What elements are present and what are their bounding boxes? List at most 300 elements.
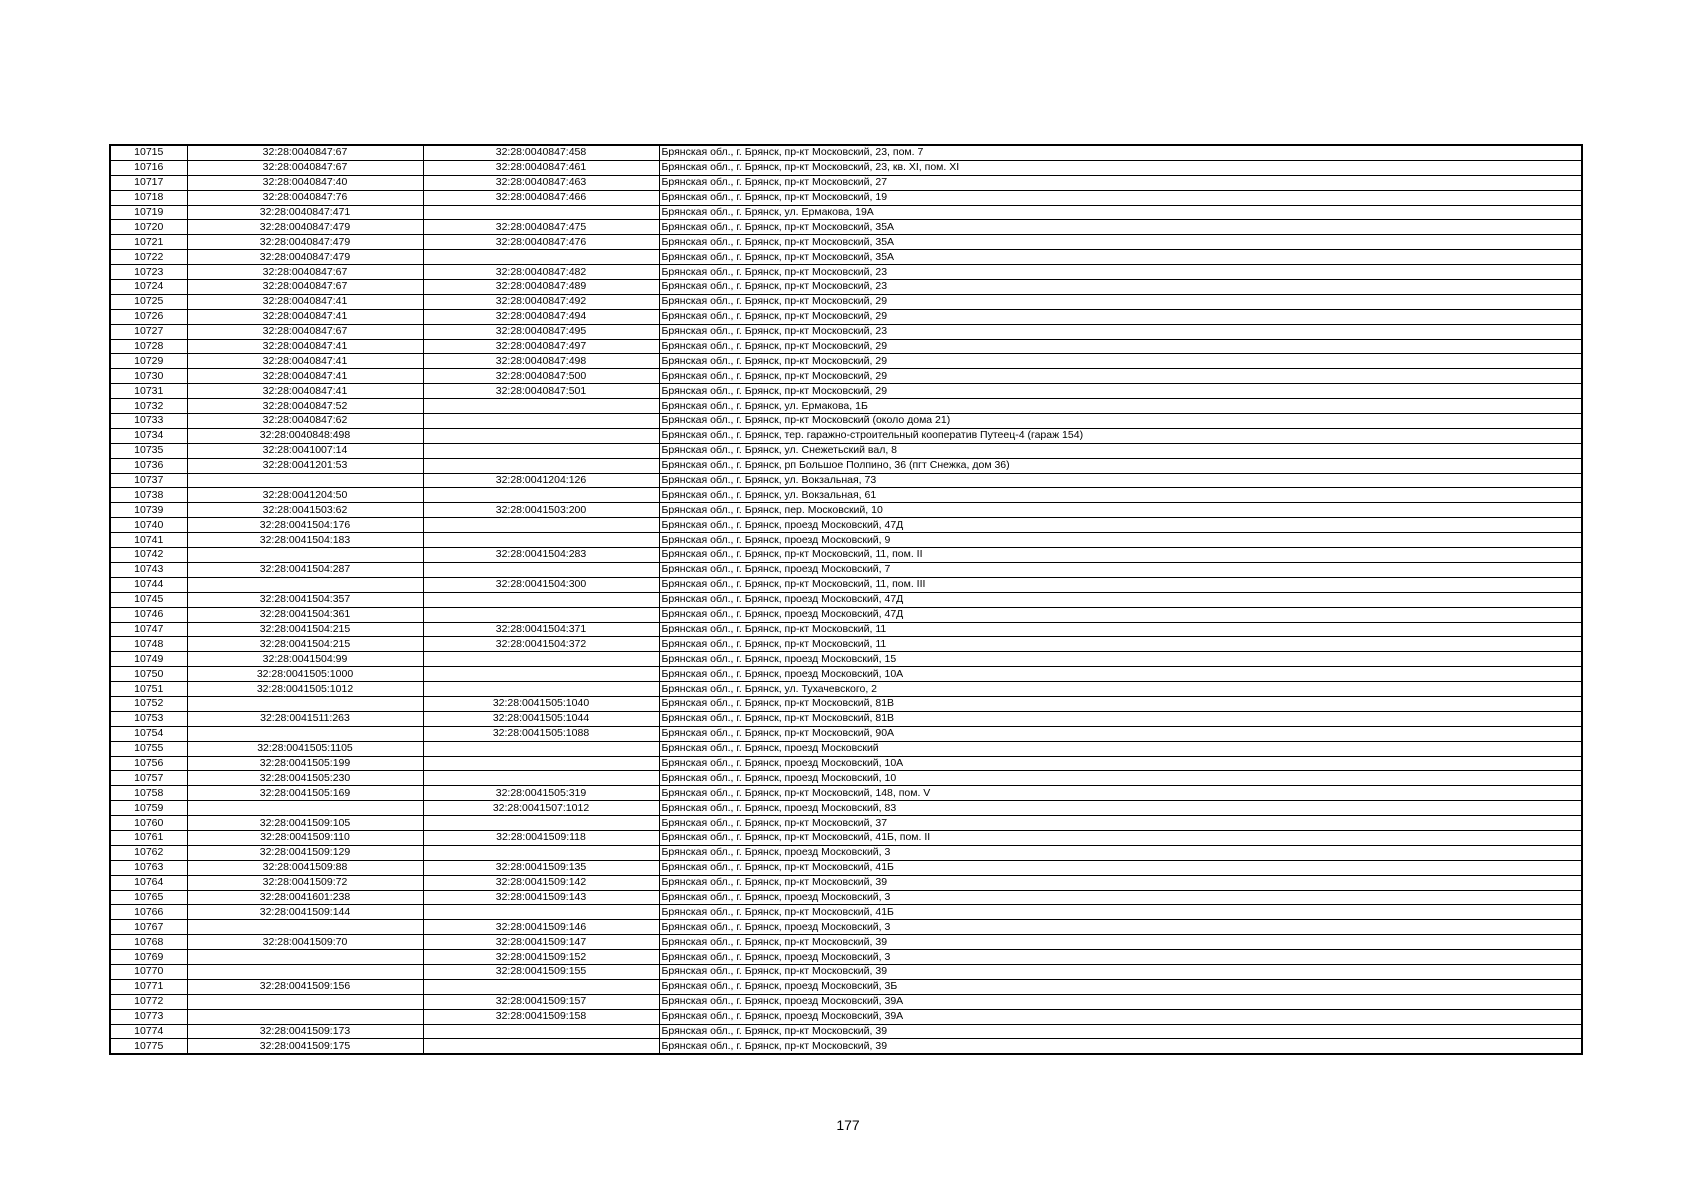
row-number-cell: 10761 [110,830,187,845]
table-row [110,265,1582,280]
row-number-cell: 10732 [110,399,187,414]
table-row [110,682,1582,697]
parent-cadastral-number-cell: 32:28:0041509:156 [187,979,423,994]
row-number-cell: 10771 [110,979,187,994]
cadastral-number-cell: 32:28:0040847:458 [423,145,659,160]
table-row [110,309,1582,324]
row-number-cell: 10743 [110,562,187,577]
row-number-cell: 10718 [110,190,187,205]
address-cell: Брянская обл., г. Брянск, пр-кт Московский, 29 [659,384,1582,399]
parent-cadastral-number-cell: 32:28:0041007:14 [187,443,423,458]
row-number-cell: 10742 [110,548,187,563]
address-cell: Брянская обл., г. Брянск, ул. Снежетьский вал, 8 [659,443,1582,458]
cadastral-number-cell: 32:28:0040847:482 [423,265,659,280]
table-row [110,428,1582,443]
address-cell: Брянская обл., г. Брянск, проезд Московский [659,741,1582,756]
row-number-cell: 10751 [110,682,187,697]
cadastral-number-cell [423,518,659,533]
cadastral-number-cell: 32:28:0041509:135 [423,860,659,875]
table-row [110,577,1582,592]
parent-cadastral-number-cell: 32:28:0041503:62 [187,503,423,518]
row-number-cell: 10768 [110,935,187,950]
cadastral-number-cell: 32:28:0041507:1012 [423,801,659,816]
table-row [110,443,1582,458]
address-cell: Брянская обл., г. Брянск, проезд Московский, 3 [659,845,1582,860]
address-cell: Брянская обл., г. Брянск, пр-кт Московский, 23 [659,280,1582,295]
cadastral-number-cell: 32:28:0041505:1044 [423,711,659,726]
address-cell: Брянская обл., г. Брянск, пр-кт Московский, 35А [659,220,1582,235]
address-cell: Брянская обл., г. Брянск, ул. Ермакова, 1Б [659,399,1582,414]
cadastral-number-cell: 32:28:0041504:372 [423,637,659,652]
row-number-cell: 10766 [110,905,187,920]
parent-cadastral-number-cell: 32:28:0040847:62 [187,414,423,429]
parent-cadastral-number-cell: 32:28:0041201:53 [187,458,423,473]
row-number-cell: 10769 [110,950,187,965]
table-row [110,771,1582,786]
table-row [110,830,1582,845]
table-row [110,741,1582,756]
table-row [110,979,1582,994]
row-number-cell: 10757 [110,771,187,786]
address-cell: Брянская обл., г. Брянск, пр-кт Московский (около дома 21) [659,414,1582,429]
row-number-cell: 10739 [110,503,187,518]
cadastral-number-cell [423,488,659,503]
row-number-cell: 10744 [110,577,187,592]
address-cell: Брянская обл., г. Брянск, пр-кт Московский, 35А [659,250,1582,265]
cadastral-number-cell: 32:28:0041504:371 [423,622,659,637]
table-row [110,860,1582,875]
table-row [110,473,1582,488]
parent-cadastral-number-cell: 32:28:0041504:357 [187,592,423,607]
address-cell: Брянская обл., г. Брянск, проезд Московский, 15 [659,652,1582,667]
parent-cadastral-number-cell: 32:28:0040847:67 [187,160,423,175]
row-number-cell: 10756 [110,756,187,771]
row-number-cell: 10754 [110,726,187,741]
parent-cadastral-number-cell: 32:28:0041509:72 [187,875,423,890]
parent-cadastral-number-cell: 32:28:0041504:176 [187,518,423,533]
cadastral-number-cell [423,845,659,860]
parent-cadastral-number-cell: 32:28:0040847:41 [187,294,423,309]
table-row [110,250,1582,265]
row-number-cell: 10737 [110,473,187,488]
cadastral-number-cell [423,771,659,786]
row-number-cell: 10747 [110,622,187,637]
table-row [110,667,1582,682]
row-number-cell: 10767 [110,920,187,935]
cadastral-number-cell: 32:28:0040847:498 [423,354,659,369]
cadastral-number-cell [423,979,659,994]
row-number-cell: 10753 [110,711,187,726]
table-row [110,235,1582,250]
parent-cadastral-number-cell: 32:28:0041504:215 [187,637,423,652]
address-cell: Брянская обл., г. Брянск, тер. гаражно-строительный кооператив Путеец-4 (гараж 154) [659,428,1582,443]
cadastral-number-cell [423,741,659,756]
row-number-cell: 10735 [110,443,187,458]
address-cell: Брянская обл., г. Брянск, проезд Московский, 3 [659,950,1582,965]
cadastral-number-cell: 32:28:0040847:461 [423,160,659,175]
parent-cadastral-number-cell: 32:28:0040847:41 [187,309,423,324]
cadastral-number-cell: 32:28:0041509:147 [423,935,659,950]
cadastral-table [109,144,1583,1055]
cadastral-number-cell [423,533,659,548]
parent-cadastral-number-cell: 32:28:0041511:263 [187,711,423,726]
row-number-cell: 10724 [110,280,187,295]
table-row [110,160,1582,175]
parent-cadastral-number-cell: 32:28:0041504:361 [187,607,423,622]
cadastral-number-cell [423,428,659,443]
parent-cadastral-number-cell: 32:28:0041504:287 [187,562,423,577]
table-row [110,384,1582,399]
table-row [110,950,1582,965]
address-cell: Брянская обл., г. Брянск, пр-кт Московский, 19 [659,190,1582,205]
address-cell: Брянская обл., г. Брянск, пр-кт Московский, 29 [659,309,1582,324]
row-number-cell: 10770 [110,964,187,979]
table-row [110,175,1582,190]
cadastral-number-cell: 32:28:0041509:142 [423,875,659,890]
row-number-cell: 10738 [110,488,187,503]
parent-cadastral-number-cell: 32:28:0041505:199 [187,756,423,771]
parent-cadastral-number-cell: 32:28:0040847:76 [187,190,423,205]
cadastral-number-cell [423,1039,659,1054]
cadastral-number-cell: 32:28:0040847:494 [423,309,659,324]
cadastral-number-cell [423,443,659,458]
cadastral-number-cell: 32:28:0040847:466 [423,190,659,205]
table-row [110,607,1582,622]
row-number-cell: 10759 [110,801,187,816]
address-cell: Брянская обл., г. Брянск, ул. Вокзальная, 73 [659,473,1582,488]
row-number-cell: 10775 [110,1039,187,1054]
parent-cadastral-number-cell [187,473,423,488]
address-cell: Брянская обл., г. Брянск, проезд Московский, 10А [659,756,1582,771]
cadastral-number-cell: 32:28:0040847:492 [423,294,659,309]
table-row [110,890,1582,905]
row-number-cell: 10760 [110,816,187,831]
table-row [110,994,1582,1009]
parent-cadastral-number-cell: 32:28:0041204:50 [187,488,423,503]
table-row [110,756,1582,771]
cadastral-number-cell [423,399,659,414]
parent-cadastral-number-cell: 32:28:0041509:105 [187,816,423,831]
address-cell: Брянская обл., г. Брянск, проезд Московский, 47Д [659,518,1582,533]
parent-cadastral-number-cell: 32:28:0040847:41 [187,384,423,399]
parent-cadastral-number-cell: 32:28:0041509:175 [187,1039,423,1054]
cadastral-number-cell: 32:28:0040847:497 [423,339,659,354]
address-cell: Брянская обл., г. Брянск, пр-кт Московский, 11, пом. III [659,577,1582,592]
row-number-cell: 10722 [110,250,187,265]
row-number-cell: 10731 [110,384,187,399]
table-row [110,533,1582,548]
parent-cadastral-number-cell: 32:28:0040848:498 [187,428,423,443]
table-row [110,562,1582,577]
address-cell: Брянская обл., г. Брянск, пр-кт Московский, 11 [659,637,1582,652]
cadastral-number-cell [423,458,659,473]
parent-cadastral-number-cell [187,950,423,965]
cadastral-number-cell [423,682,659,697]
parent-cadastral-number-cell: 32:28:0041505:1012 [187,682,423,697]
parent-cadastral-number-cell: 32:28:0041505:1105 [187,741,423,756]
parent-cadastral-number-cell [187,548,423,563]
parent-cadastral-number-cell: 32:28:0040847:41 [187,369,423,384]
row-number-cell: 10721 [110,235,187,250]
cadastral-number-cell: 32:28:0041509:118 [423,830,659,845]
parent-cadastral-number-cell: 32:28:0040847:52 [187,399,423,414]
cadastral-number-cell [423,1024,659,1039]
table-row [110,592,1582,607]
table-row [110,622,1582,637]
row-number-cell: 10758 [110,786,187,801]
row-number-cell: 10772 [110,994,187,1009]
row-number-cell: 10725 [110,294,187,309]
address-cell: Брянская обл., г. Брянск, ул. Ермакова, 19А [659,205,1582,220]
parent-cadastral-number-cell [187,726,423,741]
table-row [110,145,1582,160]
table-row [110,414,1582,429]
parent-cadastral-number-cell: 32:28:0040847:41 [187,354,423,369]
row-number-cell: 10720 [110,220,187,235]
row-number-cell: 10773 [110,1009,187,1024]
table-row [110,801,1582,816]
table-row [110,905,1582,920]
cadastral-number-cell: 32:28:0040847:476 [423,235,659,250]
cadastral-number-cell [423,652,659,667]
parent-cadastral-number-cell: 32:28:0041504:183 [187,533,423,548]
cadastral-number-cell [423,592,659,607]
parent-cadastral-number-cell: 32:28:0041505:230 [187,771,423,786]
table-row [110,696,1582,711]
cadastral-number-cell: 32:28:0040847:489 [423,280,659,295]
table-row [110,488,1582,503]
address-cell: Брянская обл., г. Брянск, проезд Московский, 10А [659,667,1582,682]
table-row [110,324,1582,339]
address-cell: Брянская обл., г. Брянск, пр-кт Московский, 41Б [659,860,1582,875]
page-number: 177 [836,1117,860,1133]
cadastral-number-cell [423,905,659,920]
table-row [110,637,1582,652]
parent-cadastral-number-cell [187,577,423,592]
address-cell: Брянская обл., г. Брянск, пр-кт Московский, 81В [659,696,1582,711]
address-cell: Брянская обл., г. Брянск, пр-кт Московский, 27 [659,175,1582,190]
address-cell: Брянская обл., г. Брянск, пр-кт Московский, 41Б, пом. II [659,830,1582,845]
parent-cadastral-number-cell: 32:28:0040847:67 [187,265,423,280]
address-cell: Брянская обл., г. Брянск, проезд Московский, 39А [659,1009,1582,1024]
table-row [110,920,1582,935]
parent-cadastral-number-cell: 32:28:0040847:479 [187,250,423,265]
parent-cadastral-number-cell: 32:28:0041509:88 [187,860,423,875]
row-number-cell: 10727 [110,324,187,339]
row-number-cell: 10723 [110,265,187,280]
table-row [110,548,1582,563]
cadastral-number-cell: 32:28:0040847:500 [423,369,659,384]
table-row [110,1039,1582,1054]
parent-cadastral-number-cell: 32:28:0040847:41 [187,339,423,354]
parent-cadastral-number-cell: 32:28:0040847:67 [187,324,423,339]
table-row [110,518,1582,533]
address-cell: Брянская обл., г. Брянск, проезд Московский, 83 [659,801,1582,816]
row-number-cell: 10729 [110,354,187,369]
row-number-cell: 10733 [110,414,187,429]
address-cell: Брянская обл., г. Брянск, проезд Московский, 7 [659,562,1582,577]
address-cell: Брянская обл., г. Брянск, пр-кт Московский, 11 [659,622,1582,637]
cadastral-number-cell: 32:28:0041509:155 [423,964,659,979]
parent-cadastral-number-cell: 32:28:0040847:479 [187,220,423,235]
cadastral-number-cell: 32:28:0041509:152 [423,950,659,965]
row-number-cell: 10752 [110,696,187,711]
parent-cadastral-number-cell: 32:28:0041505:169 [187,786,423,801]
table-row [110,935,1582,950]
parent-cadastral-number-cell: 32:28:0041505:1000 [187,667,423,682]
row-number-cell: 10746 [110,607,187,622]
cadastral-number-cell [423,756,659,771]
cadastral-number-cell: 32:28:0040847:501 [423,384,659,399]
cadastral-number-cell: 32:28:0041509:158 [423,1009,659,1024]
parent-cadastral-number-cell: 32:28:0040847:471 [187,205,423,220]
row-number-cell: 10748 [110,637,187,652]
parent-cadastral-number-cell [187,920,423,935]
table-row [110,280,1582,295]
address-cell: Брянская обл., г. Брянск, пр-кт Московский, 37 [659,816,1582,831]
table-row [110,458,1582,473]
row-number-cell: 10734 [110,428,187,443]
row-number-cell: 10717 [110,175,187,190]
table-row [110,205,1582,220]
table-row [110,786,1582,801]
address-cell: Брянская обл., г. Брянск, пр-кт Московский, 35А [659,235,1582,250]
address-cell: Брянская обл., г. Брянск, пр-кт Московский, 29 [659,354,1582,369]
parent-cadastral-number-cell: 32:28:0040847:67 [187,145,423,160]
cadastral-number-cell: 32:28:0041505:319 [423,786,659,801]
row-number-cell: 10728 [110,339,187,354]
row-number-cell: 10762 [110,845,187,860]
table-row [110,190,1582,205]
parent-cadastral-number-cell: 32:28:0041504:99 [187,652,423,667]
cadastral-number-cell [423,667,659,682]
cadastral-number-cell: 32:28:0041509:157 [423,994,659,1009]
cadastral-number-cell [423,205,659,220]
address-cell: Брянская обл., г. Брянск, проезд Московский, 9 [659,533,1582,548]
table-row [110,711,1582,726]
row-number-cell: 10749 [110,652,187,667]
cadastral-number-cell: 32:28:0040847:463 [423,175,659,190]
table-row [110,339,1582,354]
table-row [110,1024,1582,1039]
address-cell: Брянская обл., г. Брянск, пр-кт Московский, 90А [659,726,1582,741]
table-row [110,220,1582,235]
address-cell: Брянская обл., г. Брянск, проезд Московский, 10 [659,771,1582,786]
row-number-cell: 10764 [110,875,187,890]
table-row [110,845,1582,860]
address-cell: Брянская обл., г. Брянск, пр-кт Московский, 23, кв. XI, пом. XI [659,160,1582,175]
address-cell: Брянская обл., г. Брянск, пр-кт Московский, 23 [659,265,1582,280]
address-cell: Брянская обл., г. Брянск, пр-кт Московский, 39 [659,1024,1582,1039]
cadastral-number-cell: 32:28:0041204:126 [423,473,659,488]
table-row [110,503,1582,518]
address-cell: Брянская обл., г. Брянск, пр-кт Московский, 81В [659,711,1582,726]
parent-cadastral-number-cell: 32:28:0041509:70 [187,935,423,950]
address-cell: Брянская обл., г. Брянск, пр-кт Московский, 29 [659,294,1582,309]
table-body [110,145,1582,1054]
address-cell: Брянская обл., г. Брянск, проезд Московский, 47Д [659,592,1582,607]
parent-cadastral-number-cell [187,696,423,711]
row-number-cell: 10750 [110,667,187,682]
cadastral-number-cell: 32:28:0041505:1040 [423,696,659,711]
row-number-cell: 10763 [110,860,187,875]
table-row [110,816,1582,831]
address-cell: Брянская обл., г. Брянск, пр-кт Московский, 148, пом. V [659,786,1582,801]
table-row [110,1009,1582,1024]
cadastral-number-cell: 32:28:0041509:143 [423,890,659,905]
cadastral-number-cell: 32:28:0041505:1088 [423,726,659,741]
row-number-cell: 10716 [110,160,187,175]
cadastral-number-cell: 32:28:0041504:300 [423,577,659,592]
parent-cadastral-number-cell: 32:28:0040847:479 [187,235,423,250]
row-number-cell: 10740 [110,518,187,533]
address-cell: Брянская обл., г. Брянск, проезд Московский, 47Д [659,607,1582,622]
address-cell: Брянская обл., г. Брянск, пр-кт Московский, 39 [659,935,1582,950]
row-number-cell: 10719 [110,205,187,220]
address-cell: Брянская обл., г. Брянск, пр-кт Московский, 41Б [659,905,1582,920]
parent-cadastral-number-cell: 32:28:0041509:110 [187,830,423,845]
address-cell: Брянская обл., г. Брянск, пр-кт Московский, 39 [659,964,1582,979]
address-cell: Брянская обл., г. Брянск, ул. Вокзальная, 61 [659,488,1582,503]
table-row [110,399,1582,414]
cadastral-number-cell: 32:28:0041509:146 [423,920,659,935]
cadastral-number-cell [423,607,659,622]
parent-cadastral-number-cell [187,994,423,1009]
address-cell: Брянская обл., г. Брянск, рп Большое Полпино, 36 (пгт Снежка, дом 36) [659,458,1582,473]
parent-cadastral-number-cell [187,801,423,816]
table-row [110,369,1582,384]
table-row [110,652,1582,667]
row-number-cell: 10745 [110,592,187,607]
cadastral-number-cell [423,816,659,831]
parent-cadastral-number-cell: 32:28:0040847:67 [187,280,423,295]
address-cell: Брянская обл., г. Брянск, ул. Тухачевского, 2 [659,682,1582,697]
table-row [110,354,1582,369]
table-row [110,875,1582,890]
table-row [110,964,1582,979]
address-cell: Брянская обл., г. Брянск, пр-кт Московский, 29 [659,369,1582,384]
row-number-cell: 10741 [110,533,187,548]
cadastral-number-cell [423,250,659,265]
address-cell: Брянская обл., г. Брянск, пр-кт Московский, 23, пом. 7 [659,145,1582,160]
cadastral-number-cell [423,562,659,577]
parent-cadastral-number-cell [187,964,423,979]
cadastral-number-cell: 32:28:0041503:200 [423,503,659,518]
row-number-cell: 10715 [110,145,187,160]
address-cell: Брянская обл., г. Брянск, проезд Московский, 3Б [659,979,1582,994]
parent-cadastral-number-cell: 32:28:0041509:144 [187,905,423,920]
row-number-cell: 10736 [110,458,187,473]
address-cell: Брянская обл., г. Брянск, проезд Московский, 39А [659,994,1582,1009]
parent-cadastral-number-cell: 32:28:0041509:129 [187,845,423,860]
address-cell: Брянская обл., г. Брянск, пр-кт Московский, 23 [659,324,1582,339]
table-row [110,726,1582,741]
cadastral-number-cell [423,414,659,429]
table-row [110,294,1582,309]
parent-cadastral-number-cell [187,1009,423,1024]
row-number-cell: 10730 [110,369,187,384]
cadastral-number-cell: 32:28:0041504:283 [423,548,659,563]
cadastral-number-cell: 32:28:0040847:475 [423,220,659,235]
row-number-cell: 10726 [110,309,187,324]
address-cell: Брянская обл., г. Брянск, пр-кт Московский, 29 [659,339,1582,354]
address-cell: Брянская обл., г. Брянск, пр-кт Московский, 39 [659,875,1582,890]
row-number-cell: 10765 [110,890,187,905]
row-number-cell: 10774 [110,1024,187,1039]
address-cell: Брянская обл., г. Брянск, пр-кт Московский, 11, пом. II [659,548,1582,563]
parent-cadastral-number-cell: 32:28:0041509:173 [187,1024,423,1039]
address-cell: Брянская обл., г. Брянск, проезд Московский, 3 [659,920,1582,935]
